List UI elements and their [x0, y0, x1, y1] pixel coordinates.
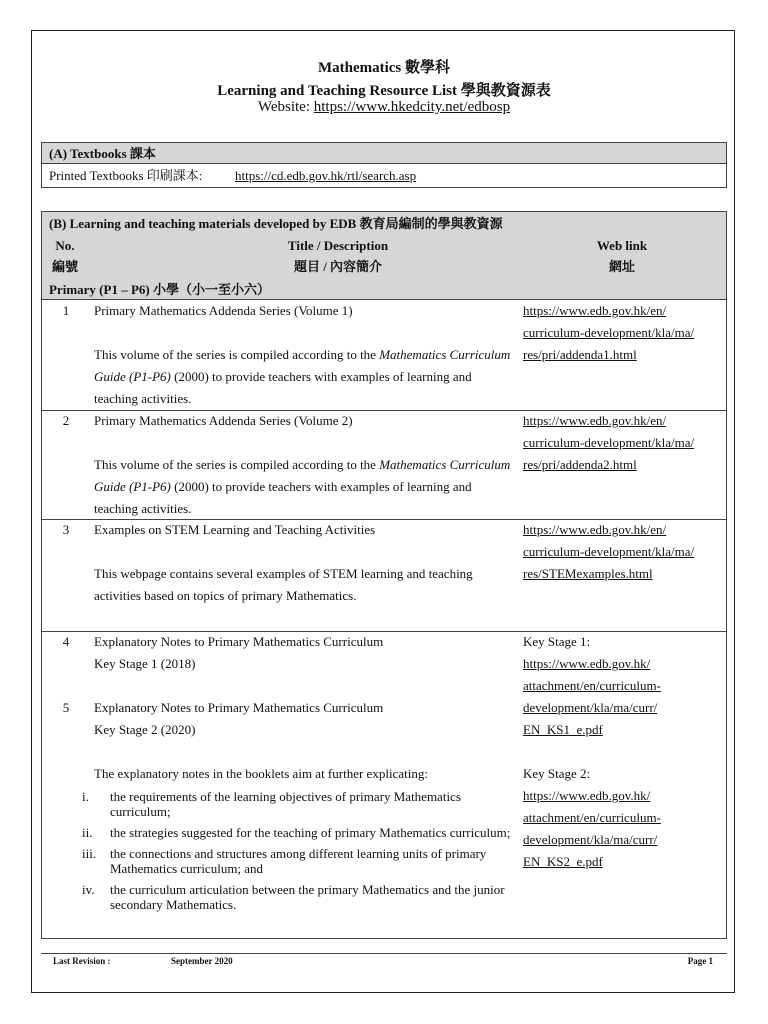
row-description [94, 454, 514, 520]
table-column-header [42, 235, 726, 280]
printed-textbooks-label: Printed Textbooks 印刷課本: [49, 168, 203, 183]
explicating-list [82, 789, 514, 912]
list-text: the curriculum articulation between the primary Mathematics and the junior secondary Mathematics. [110, 882, 505, 912]
link-line[interactable]: EN_KS1_e.pdf [523, 722, 603, 737]
link-line[interactable]: res/STEMexamples.html [523, 566, 653, 581]
table-row [42, 631, 726, 938]
link-line[interactable]: https://www.edb.gov.hk/ [523, 788, 651, 803]
list-marker: ii. [82, 825, 93, 840]
desc-italic: Mathematics Curriculum Guide (P1-P6) [94, 457, 511, 494]
link-line[interactable]: https://www.edb.gov.hk/en/ [523, 413, 667, 428]
link-line[interactable]: development/kla/ma/curr/ [523, 832, 658, 847]
row-title: Key Stage 1 (2018) [94, 656, 196, 671]
row-number: 4 [62, 634, 70, 649]
revision-date: September 2020 [171, 956, 233, 966]
row-number: 3 [62, 522, 70, 537]
row-number: 1 [62, 303, 70, 318]
list-marker: i. [82, 789, 89, 804]
printed-textbooks-row [42, 164, 726, 188]
desc-text: This volume of the series is compiled according to the [94, 457, 380, 472]
list-text: the strategies suggested for the teaching of primary Mathematics curriculum; [110, 825, 511, 840]
row-content [94, 410, 514, 520]
document-title: Learning and Teaching Resource List 學與教資源表 [217, 83, 551, 99]
link-line[interactable]: curriculum-development/kla/ma/ [523, 435, 695, 450]
link-line[interactable]: res/pri/addenda1.html [523, 347, 637, 362]
list-item [82, 882, 514, 912]
list-marker: iii. [82, 846, 97, 861]
row-title: Examples on STEM Learning and Teaching Activities [94, 522, 376, 537]
link-line[interactable]: attachment/en/curriculum- [523, 810, 661, 825]
link-line[interactable]: https://www.edb.gov.hk/ [523, 656, 651, 671]
section-a-textbooks [41, 142, 727, 188]
subject-title: Mathematics 數學科 [317, 60, 451, 76]
list-text: the requirements of the learning objectives of primary Mathematics curriculum; [110, 789, 461, 819]
row-web-link[interactable] [523, 300, 723, 366]
website-label: Website: [257, 99, 314, 115]
link-line[interactable]: https://www.edb.gov.hk/en/ [523, 522, 667, 537]
desc-text: This volume of the series is compiled according to the [94, 347, 380, 362]
page-number: Page 1 [687, 956, 713, 966]
page-footer [41, 953, 727, 966]
link-line[interactable]: curriculum-development/kla/ma/ [523, 325, 695, 340]
row-description [94, 344, 514, 410]
col-link: Web link [596, 238, 648, 253]
printed-textbooks-link[interactable]: https://cd.edb.gov.hk/rtl/search.asp [235, 168, 417, 183]
website-link[interactable]: https://www.hkedcity.net/edbosp [313, 99, 511, 115]
row-web-link[interactable] [523, 631, 723, 873]
row-web-link[interactable] [523, 410, 723, 476]
table-row [42, 519, 726, 632]
desc-italic: Mathematics Curriculum Guide (P1-P6) [94, 347, 511, 384]
row-content [94, 300, 514, 410]
table-row [42, 410, 726, 520]
desc-text: (2000) to provide teachers with examples of learning and teaching activities. [94, 479, 472, 516]
row-title: Key Stage 2 (2020) [94, 722, 196, 737]
col-no: No. [55, 238, 75, 253]
table-row [42, 300, 726, 411]
list-item [82, 789, 514, 819]
list-text: the connections and structures among different learning units of primary Mathematics curriculum; and [110, 846, 487, 876]
link-line[interactable]: development/kla/ma/curr/ [523, 700, 658, 715]
last-revision-label: Last Revision : [53, 956, 111, 966]
section-b-materials [41, 211, 727, 939]
key-stage-1-label: Key Stage 1: [523, 634, 591, 649]
list-item [82, 825, 514, 840]
row-title: Primary Mathematics Addenda Series (Volume 1) [94, 303, 353, 318]
link-line[interactable]: attachment/en/curriculum- [523, 678, 661, 693]
list-item [82, 846, 514, 876]
row-description: This webpage contains several examples of STEM learning and teaching activities based on topics of primary Mathematics. [94, 566, 473, 603]
col-no-zh: 編號 [51, 259, 78, 274]
row-title: Explanatory Notes to Primary Mathematics Curriculum [94, 634, 384, 649]
list-marker: iv. [82, 882, 95, 897]
row-web-link[interactable] [523, 519, 723, 585]
row-number: 2 [62, 413, 70, 428]
section-b-title: (B) Learning and teaching materials developed by EDB 教育局編制的學與教資源 [42, 212, 726, 236]
col-link-zh: 網址 [608, 259, 635, 274]
link-line[interactable]: curriculum-development/kla/ma/ [523, 544, 695, 559]
col-title-zh: 題目 / 內容簡介 [293, 259, 383, 274]
link-line[interactable]: res/pri/addenda2.html [523, 457, 637, 472]
row-title: Primary Mathematics Addenda Series (Volume 2) [94, 413, 353, 428]
row-description: The explanatory notes in the booklets aim at further explicating: [94, 766, 428, 781]
key-stage-2-label: Key Stage 2: [523, 766, 591, 781]
website-line [0, 99, 768, 116]
row-number: 5 [62, 700, 70, 715]
col-title: Title / Description [287, 238, 389, 253]
section-a-title: (A) Textbooks 課本 [42, 143, 726, 164]
link-line[interactable]: EN_KS2_e.pdf [523, 854, 603, 869]
row-content [94, 519, 514, 607]
desc-text: (2000) to provide teachers with examples of learning and teaching activities. [94, 369, 472, 406]
primary-level-bar: Primary (P1 – P6) 小學（小一至小六） [42, 279, 726, 300]
row-content [82, 631, 514, 918]
link-line[interactable]: https://www.edb.gov.hk/en/ [523, 303, 667, 318]
row-title: Explanatory Notes to Primary Mathematics Curriculum [94, 700, 384, 715]
